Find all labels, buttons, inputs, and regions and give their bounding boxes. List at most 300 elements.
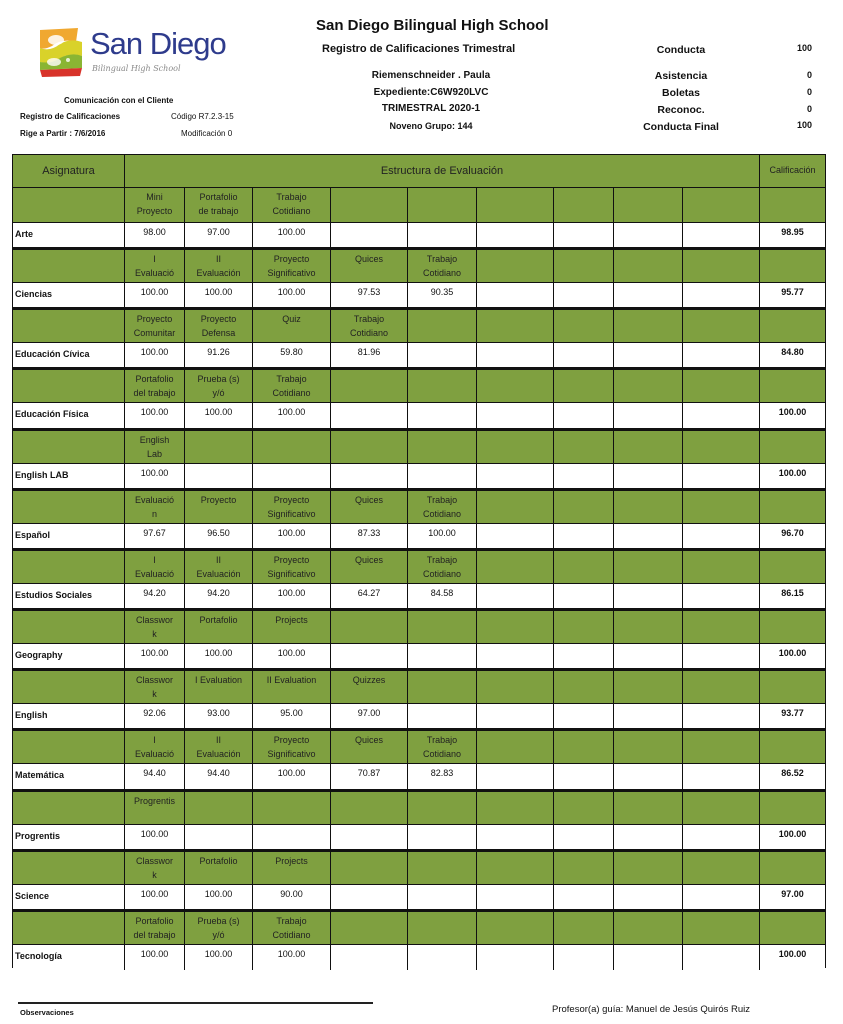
component-header [185,790,253,825]
component-header [554,669,614,704]
modification-label: Modificación 0 [181,129,233,138]
component-header [185,609,253,644]
subject-name: Progrentis [13,825,125,850]
component-label-line: Quices [354,495,383,505]
component-label-line: Proyecto [136,206,173,216]
component-label-line: English [139,435,170,445]
score-cell [477,283,554,308]
score-cell [408,825,477,850]
component-header [683,850,760,885]
component-header [554,188,614,223]
subject-name: Matemática [13,764,125,790]
observations-line [18,1002,373,1004]
component-label-line: Quices [354,555,383,565]
component-label-line: Evaluació [134,569,175,579]
component-header [253,609,331,644]
component-label-line: Trabajo [276,374,307,384]
score-cell [477,644,554,669]
term-label: TRIMESTRAL 2020-1 [381,103,481,114]
score-cell: 94.20 [125,584,185,609]
component-header [331,429,408,464]
component-label-line: Classwor [135,856,173,866]
score-cell [614,825,683,850]
component-header [331,729,408,764]
component-header [185,368,253,403]
score-cell [683,764,760,790]
component-header [614,729,683,764]
score-cell [614,223,683,248]
component-label-line: Trabajo [426,735,458,745]
score-cell: 100.00 [125,885,185,910]
component-label-line: Proyecto [200,314,237,324]
component-label-line: Progrentis [133,796,176,806]
component-header [408,248,477,283]
score-cell [683,464,760,489]
component-header [253,368,331,403]
student-name: Riemenschneider . Paula [371,70,491,81]
component-header [408,850,477,885]
score-cell [683,223,760,248]
component-header [125,489,185,524]
score-cell: 97.67 [125,524,185,549]
score-cell: 100.00 [253,764,331,790]
score-cell: 87.33 [331,524,408,549]
component-header-blank [13,910,125,945]
score-cell [477,885,554,910]
component-label-line: II Evaluation [266,675,317,685]
score-cell: 97.00 [185,223,253,248]
score-cell [408,403,477,429]
component-label-line: II [215,735,221,745]
component-label-line: Cotidiano [422,509,462,519]
component-header [331,188,408,223]
component-label-line: Prueba (s) [197,374,240,384]
score-cell [554,464,614,489]
grade-header-blank [760,368,825,403]
grade-header-blank [760,308,825,343]
final-grade: 100.00 [760,403,825,429]
logo-name: San Diego [90,26,226,61]
component-header [125,850,185,885]
component-label-line: Cotidiano [422,268,462,278]
score-cell [614,283,683,308]
score-cell [683,283,760,308]
score-cell: 98.00 [125,223,185,248]
score-cell: 94.40 [125,764,185,790]
component-header [614,368,683,403]
final-grade: 98.95 [760,223,825,248]
component-header [554,248,614,283]
score-cell: 100.00 [253,403,331,429]
score-cell: 82.83 [408,764,477,790]
final-grade: 100.00 [760,644,825,669]
score-cell [683,584,760,609]
subject-name: English LAB [13,464,125,489]
final-conduct-label: Conducta Final [643,121,719,133]
component-label-line: I [153,254,156,264]
component-header [683,609,760,644]
component-label-line: k [152,629,157,639]
final-grade: 84.80 [760,343,825,368]
component-header [253,429,331,464]
component-header [331,790,408,825]
component-label-line: Quizzes [352,675,386,685]
score-cell [554,885,614,910]
score-cell [185,825,253,850]
score-cell: 96.50 [185,524,253,549]
component-header [554,850,614,885]
component-header [554,910,614,945]
component-header [408,910,477,945]
component-header-blank [13,248,125,283]
component-label-line: Proyecto [273,495,310,505]
score-cell [477,524,554,549]
score-cell: 100.00 [185,885,253,910]
component-header [477,850,554,885]
score-cell [331,825,408,850]
component-label-line: I [153,735,156,745]
component-label-line: Trabajo [276,192,307,202]
component-header [477,308,554,343]
score-cell [331,464,408,489]
component-header [185,429,253,464]
grade-header-blank [760,910,825,945]
score-cell [331,885,408,910]
score-cell: 100.00 [408,524,477,549]
component-header [554,549,614,584]
component-label-line: Quices [354,735,383,745]
score-cell: 95.00 [253,704,331,729]
component-header [683,910,760,945]
score-cell: 100.00 [125,644,185,669]
attendance-label: Asistencia [654,70,708,82]
component-label-line: I Evaluation [194,675,243,685]
score-cell: 100.00 [253,223,331,248]
score-cell: 90.35 [408,283,477,308]
final-grade: 86.15 [760,584,825,609]
component-label-line: Portafolio [199,192,238,202]
component-header [253,729,331,764]
score-cell: 91.26 [185,343,253,368]
conduct-value: 100 [796,43,812,53]
score-cell [408,223,477,248]
grade-header-blank [760,188,825,223]
subject-name: Tecnología [13,945,125,970]
logo-mark-icon [38,26,84,78]
score-cell: 100.00 [125,343,185,368]
component-header-blank [13,669,125,704]
score-cell [614,584,683,609]
student-file: Expediente:C6W920LVC [373,87,489,98]
component-label-line: Proyecto [136,314,173,324]
component-header [614,188,683,223]
observations-label: Observaciones [20,1008,74,1017]
component-header [683,729,760,764]
component-header [253,308,331,343]
component-header [408,188,477,223]
component-header-blank [13,308,125,343]
grade-header-blank [760,248,825,283]
component-header [125,910,185,945]
score-cell [683,524,760,549]
score-cell [683,644,760,669]
component-label-line: Lab [146,449,163,459]
score-cell [683,343,760,368]
score-cell [614,403,683,429]
component-header [125,609,185,644]
subject-name: Science [13,885,125,910]
score-cell [614,524,683,549]
component-header [253,489,331,524]
subject-name: Educación Cívica [13,343,125,368]
score-cell: 70.87 [331,764,408,790]
component-header [331,669,408,704]
component-header [185,489,253,524]
record-label: Registro de Calificaciones [20,112,121,121]
score-cell: 100.00 [185,945,253,970]
component-header [614,549,683,584]
score-cell [554,644,614,669]
score-cell [614,764,683,790]
component-label-line: n [151,509,157,519]
score-cell [477,464,554,489]
final-grade: 100.00 [760,825,825,850]
component-header-blank [13,790,125,825]
component-header [125,368,185,403]
score-cell [477,764,554,790]
document-code: Código R7.2.3-15 [171,112,234,121]
component-header [331,549,408,584]
component-label-line: Projects [275,856,308,866]
score-cell [683,704,760,729]
score-cell: 90.00 [253,885,331,910]
score-cell: 97.53 [331,283,408,308]
subject-name: Español [13,524,125,549]
effective-date: Rige a Partir : 7/6/2016 [20,129,106,138]
component-header [125,549,185,584]
component-label-line: Significativo [267,569,316,579]
component-header-blank [13,609,125,644]
grades-table [12,154,826,968]
component-header [185,248,253,283]
component-label-line: y/ó [212,388,225,398]
component-label-line: Portafolio [135,916,174,926]
component-header [614,790,683,825]
component-header [125,790,185,825]
component-header [554,489,614,524]
score-cell: 94.20 [185,584,253,609]
component-header [554,729,614,764]
component-label-line: Trabajo [426,254,458,264]
score-cell [408,704,477,729]
component-header [253,790,331,825]
score-cell [554,764,614,790]
component-header [477,729,554,764]
score-cell: 64.27 [331,584,408,609]
component-label-line: Trabajo [426,495,458,505]
score-cell: 100.00 [125,403,185,429]
component-label-line: Mini [146,192,163,202]
subject-name: Ciencias [13,283,125,308]
component-header [185,850,253,885]
score-cell: 84.58 [408,584,477,609]
score-cell [477,825,554,850]
component-header [253,549,331,584]
score-cell [253,464,331,489]
grade-header-blank [760,729,825,764]
score-cell [614,644,683,669]
component-header [125,308,185,343]
final-grade: 95.77 [760,283,825,308]
score-cell [477,945,554,970]
component-header [331,850,408,885]
component-header [614,910,683,945]
component-label-line: Trabajo [353,314,385,324]
component-header [408,729,477,764]
report-title: Registro de Calificaciones Trimestral [322,43,516,55]
component-label-line: Evaluación [196,268,241,278]
component-header [683,429,760,464]
school-logo [38,26,226,84]
component-label-line: Evaluació [134,749,175,759]
component-label-line: Significativo [267,509,316,519]
score-cell [554,343,614,368]
recognition-value: 0 [806,104,812,114]
final-grade: 93.77 [760,704,825,729]
score-cell: 81.96 [331,343,408,368]
score-cell [185,464,253,489]
score-cell [683,885,760,910]
tickets-value: 0 [806,87,812,97]
component-header [683,549,760,584]
component-header [408,669,477,704]
grade-header-blank [760,489,825,524]
conduct-label: Conducta [656,44,706,56]
component-header-blank [13,850,125,885]
component-label-line: Portafolio [135,374,174,384]
score-cell: 97.00 [331,704,408,729]
component-header [477,489,554,524]
component-header [185,308,253,343]
score-cell: 94.40 [185,764,253,790]
component-header [477,790,554,825]
component-label-line: Significativo [267,268,316,278]
component-label-line: Significativo [267,749,316,759]
component-header [185,188,253,223]
score-cell [408,885,477,910]
component-label-line: Trabajo [276,916,307,926]
score-cell [477,584,554,609]
component-label-line: Defensa [201,328,236,338]
score-cell [477,704,554,729]
component-header [554,308,614,343]
component-label-line: Evaluación [196,569,241,579]
component-header [331,609,408,644]
component-header [408,308,477,343]
component-label-line: Classwor [135,675,173,685]
component-header [683,188,760,223]
component-header [683,790,760,825]
component-label-line: y/ó [212,930,225,940]
subject-name: English [13,704,125,729]
component-header [253,850,331,885]
component-label-line: Prueba (s) [197,916,240,926]
final-grade: 100.00 [760,464,825,489]
score-cell [683,403,760,429]
component-label-line: Cotidiano [349,328,389,338]
component-label-line: Cotidiano [422,749,462,759]
subject-name: Arte [13,223,125,248]
component-header [614,489,683,524]
score-cell: 100.00 [253,524,331,549]
homeroom-teacher: Profesor(a) guía: Manuel de Jesús Quirós Ruiz [552,1004,751,1015]
component-header [125,669,185,704]
component-header [408,489,477,524]
grade-header-blank [760,549,825,584]
component-header-blank [13,188,125,223]
score-cell [331,945,408,970]
score-cell [614,343,683,368]
component-header [331,910,408,945]
grade-header-blank [760,429,825,464]
score-cell [477,223,554,248]
component-header-blank [13,368,125,403]
score-cell: 100.00 [253,283,331,308]
component-header [331,308,408,343]
header-subject: Asignatura [13,155,125,188]
component-header [253,188,331,223]
component-header [614,429,683,464]
component-header [331,489,408,524]
component-header [408,609,477,644]
component-label-line: Evaluació [134,268,175,278]
component-header [683,489,760,524]
component-header [683,669,760,704]
component-header [331,248,408,283]
score-cell [477,403,554,429]
component-label-line: Portafolio [199,615,238,625]
score-cell: 59.80 [253,343,331,368]
component-header [185,549,253,584]
final-conduct-value: 100 [796,120,812,130]
score-cell [331,644,408,669]
component-header [408,790,477,825]
component-label-line: de trabajo [198,206,239,216]
component-header [408,429,477,464]
score-cell [408,945,477,970]
component-label-line: Classwor [135,615,173,625]
component-label-line: Cotidiano [422,569,462,579]
component-header [614,609,683,644]
score-cell [554,524,614,549]
score-cell [614,885,683,910]
subject-name: Estudios Sociales [13,584,125,609]
score-cell: 100.00 [253,584,331,609]
component-header [554,429,614,464]
score-cell: 100.00 [125,464,185,489]
score-cell [331,223,408,248]
component-label-line: II [215,555,221,565]
final-grade: 100.00 [760,945,825,970]
component-label-line: Evaluación [196,749,241,759]
score-cell: 100.00 [253,644,331,669]
component-label-line: Trabajo [426,555,458,565]
component-label-line: I [153,555,156,565]
component-header [253,248,331,283]
component-label-line: Proyecto [200,495,237,505]
component-label-line: Cotidiano [272,206,311,216]
group-label: Noveno Grupo: 144 [389,121,473,131]
